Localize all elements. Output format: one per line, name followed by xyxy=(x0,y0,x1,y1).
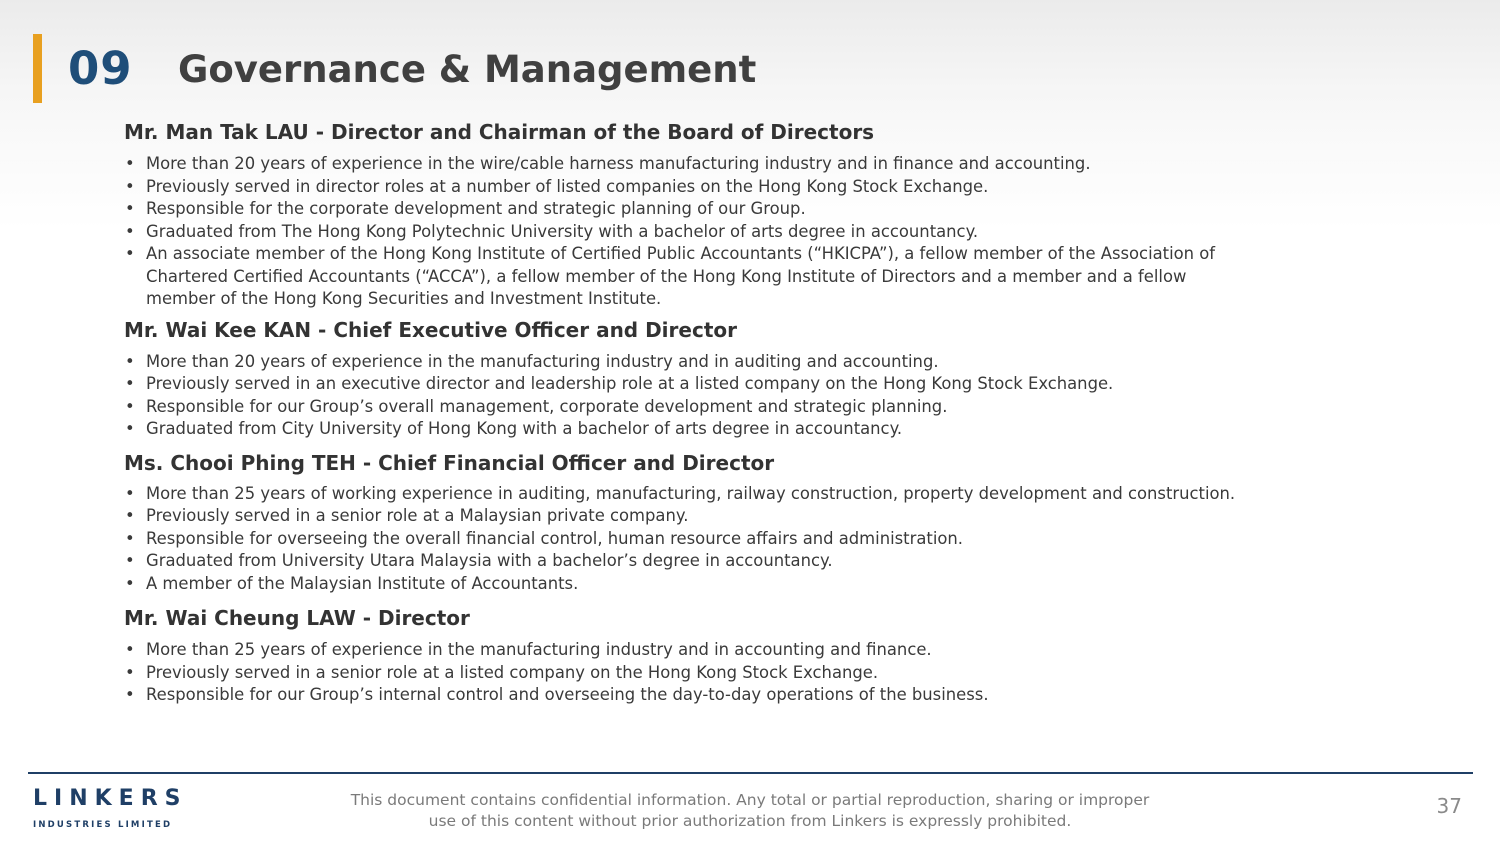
bio-text: Graduated from University Utara Malaysia with a bachelor’s degree in accountancy. xyxy=(146,551,833,570)
bio-item xyxy=(124,373,1384,396)
bullet-icon: • xyxy=(125,573,135,593)
bio-text: Responsible for our Group’s internal control and overseeing the day-to-day operations of the business. xyxy=(146,685,989,704)
bio-text: Graduated from City University of Hong Kong with a bachelor of arts degree in accountancy. xyxy=(146,419,903,438)
bullet-icon: • xyxy=(125,244,135,263)
bio-text: An associate member of the Hong Kong Institute of Certified Public Accountants (“HKICPA”), a fellow member of the Association of Chartered Certified Accountants (“ACCA”), a fellow member of the Hong Kong Institute of Directors and a member and a fellow member of the Hong Kong Securities and Investment Institute. xyxy=(146,244,1216,308)
person-section xyxy=(124,315,1384,441)
bio-text: Previously served in a senior role at a listed company on the Hong Kong Stock Exchange. xyxy=(146,662,879,682)
bullet-icon: • xyxy=(125,351,135,371)
bullet-icon: • xyxy=(125,528,135,548)
bullet-icon: • xyxy=(125,374,135,393)
bullet-icon: • xyxy=(125,640,135,659)
bio-text: More than 20 years of experience in the wire/cable harness manufacturing industry and in finance and accounting. xyxy=(146,154,1091,173)
page-title: Governance & Management xyxy=(178,48,757,91)
bio-text: Responsible for the corporate development and strategic planning of our Group. xyxy=(146,199,806,218)
bio-item xyxy=(124,528,1384,551)
bio-text: Previously served in a senior role at a Malaysian private company. xyxy=(146,506,689,525)
disclaimer-line: use of this content without prior authorization from Linkers is expressly prohibited. xyxy=(428,812,1072,830)
person-name: Mr. Wai Kee KAN - Chief Executive Officer and Director xyxy=(124,317,737,342)
bio-text: Previously served in director roles at a number of listed companies on the Hong Kong Stock Exchange. xyxy=(146,176,989,196)
bio-list xyxy=(124,153,1384,311)
person-section xyxy=(124,448,1384,596)
accent-bar xyxy=(33,34,42,103)
bullet-icon: • xyxy=(125,221,135,241)
bullet-icon: • xyxy=(125,551,135,570)
bio-item xyxy=(124,243,1384,311)
person-section xyxy=(124,603,1384,707)
bullet-icon: • xyxy=(125,176,135,196)
bio-item xyxy=(124,573,1384,596)
bio-item xyxy=(124,483,1384,506)
bio-item xyxy=(124,396,1384,419)
bio-text: A member of the Malaysian Institute of Accountants. xyxy=(146,573,579,593)
person-section xyxy=(124,117,1384,311)
bio-text: Graduated from The Hong Kong Polytechnic University with a bachelor of arts degree in accountancy. xyxy=(146,221,979,241)
company-logo xyxy=(33,786,193,832)
bio-item xyxy=(124,198,1384,221)
person-name: Mr. Man Tak LAU - Director and Chairman of the Board of Directors xyxy=(124,120,875,144)
bio-item xyxy=(124,418,1384,441)
bio-item xyxy=(124,351,1384,374)
footer-divider xyxy=(28,772,1473,774)
bullet-icon: • xyxy=(125,396,135,416)
bullet-icon: • xyxy=(125,419,135,438)
bio-list xyxy=(124,483,1384,596)
bio-item xyxy=(124,662,1384,685)
disclaimer-line: This document contains confidential information. Any total or partial reproduction, sharing or improper xyxy=(350,791,1150,809)
bullet-icon: • xyxy=(125,685,135,704)
bio-item xyxy=(124,176,1384,199)
person-name: Ms. Chooi Phing TEH - Chief Financial Officer and Director xyxy=(124,450,775,475)
bio-item xyxy=(124,221,1384,244)
bio-item xyxy=(124,639,1384,662)
page-number: 37 xyxy=(1436,794,1462,818)
bio-item xyxy=(124,684,1384,707)
bullet-icon: • xyxy=(125,506,135,525)
bio-text: Previously served in an executive director and leadership role at a listed company on the Hong Kong Stock Exchange. xyxy=(146,374,1114,393)
bio-text: Responsible for our Group’s overall management, corporate development and strategic planning. xyxy=(146,396,948,416)
bio-item xyxy=(124,550,1384,573)
logo-subtitle: INDUSTRIES LIMITED xyxy=(33,820,173,830)
section-number: 09 xyxy=(68,42,133,95)
logo-wordmark: LINKERS xyxy=(33,786,188,811)
bio-item xyxy=(124,153,1384,176)
confidentiality-disclaimer xyxy=(330,790,1170,832)
bullet-icon: • xyxy=(125,662,135,682)
bio-text: More than 20 years of experience in the manufacturing industry and in auditing and accounting. xyxy=(146,351,939,371)
bullet-icon: • xyxy=(125,199,135,218)
bio-text: More than 25 years of working experience in auditing, manufacturing, railway construction, property development and construction. xyxy=(146,483,1236,503)
bio-list xyxy=(124,351,1384,441)
bullet-icon: • xyxy=(125,154,135,173)
bio-item xyxy=(124,505,1384,528)
management-bios xyxy=(124,117,1384,707)
bio-text: Responsible for overseeing the overall financial control, human resource affairs and administration. xyxy=(146,528,964,548)
bio-text: More than 25 years of experience in the manufacturing industry and in accounting and finance. xyxy=(146,640,932,659)
person-name: Mr. Wai Cheung LAW - Director xyxy=(124,606,470,630)
bio-list xyxy=(124,639,1384,707)
bullet-icon: • xyxy=(125,483,135,503)
